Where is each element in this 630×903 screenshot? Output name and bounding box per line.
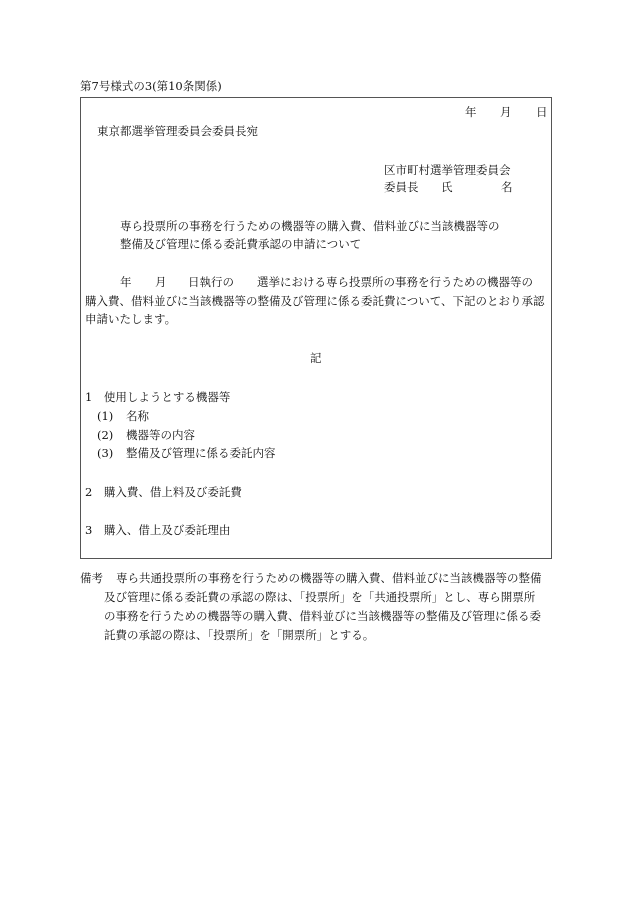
note-line-2: 及び管理に係る委託費の承認の際は、「投票所」を「共通投票所」とし、専ら開票所 [104, 590, 536, 604]
subject-line-2: 整備及び管理に係る委託費承認の申請について [120, 237, 362, 251]
ki-heading: 記 [310, 351, 322, 365]
sender-name-label-2: 名 [501, 180, 513, 194]
sender-org: 区市町村選挙管理委員会 [384, 163, 511, 177]
body-line-2: 購入費、借料並びに当該機器等の整備及び管理に係る委託費について、下記のとおり承認 [85, 294, 545, 308]
body-year: 年 [120, 275, 132, 289]
subject-line-1: 専ら投票所の事務を行うための機器等の購入費、借料並びに当該機器等の [120, 219, 500, 233]
note-label: 備考 [80, 571, 103, 585]
body-month: 月 [155, 275, 167, 289]
item-1-sub-1-no: (1) [97, 409, 114, 423]
item-1-sub-2: 機器等の内容 [126, 428, 195, 442]
item-1-sub-2-no: (2) [97, 428, 114, 442]
date-year: 年 [465, 105, 477, 119]
addressee: 東京都選挙管理委員会委員長宛 [97, 124, 258, 138]
item-1-sub-3-no: (3) [97, 446, 114, 460]
sender-name-label-1: 氏 [441, 180, 453, 194]
item-1-sub-1: 名称 [126, 409, 149, 423]
body-line-3: 申請いたします。 [85, 312, 177, 326]
item-2: 2 購入費、借上料及び委託費 [85, 485, 242, 499]
body-line-1: 日執行の 選挙における専ら投票所の事務を行うための機器等の [188, 275, 533, 289]
item-1-sub-3: 整備及び管理に係る委託内容 [126, 446, 276, 460]
form-number: 第7号様式の3(第10条関係) [80, 79, 222, 93]
note-line-3: の事務を行うための機器等の購入費、借料並びに当該機器等の整備及び管理に係る委 [104, 609, 541, 623]
item-1: 1 使用しようとする機器等 [85, 390, 231, 404]
date-day: 日 [536, 105, 548, 119]
note-line-4: 託費の承認の際は、「投票所」を「開票所」とする。 [104, 628, 375, 642]
sender-title: 委員長 [384, 180, 419, 194]
item-3: 3 購入、借上及び委託理由 [85, 523, 231, 537]
date-month: 月 [500, 105, 512, 119]
note-line-1: 専ら共通投票所の事務を行うための機器等の購入費、借料並びに当該機器等の整備 [116, 571, 542, 585]
